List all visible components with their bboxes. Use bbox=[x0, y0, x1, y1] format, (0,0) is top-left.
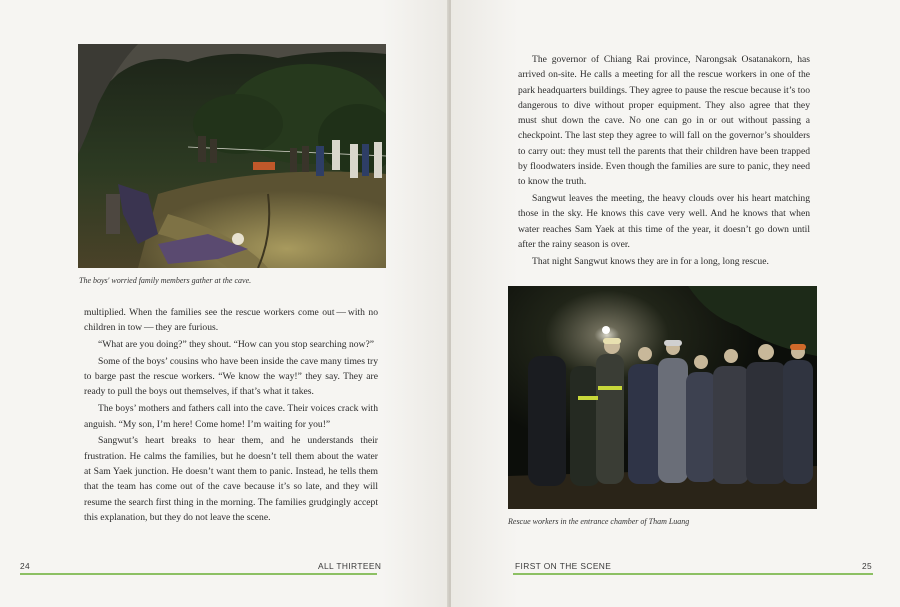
rescue-workers-photo bbox=[508, 286, 817, 509]
right-paragraph-1: The governor of Chiang Rai province, Narongsak Osatanakorn, has arrived on-site. He calls a meeting for all the rescue workers in one of the park headquarters buildings. They agree to pause the rescue because it’s too dangerous to dive without proper equipment. They also agree that they must shut down the cave. No one can go in or out without passing a checkpoint. The last step they agree to will fall on the governor’s shoulders to carry out: they must tell the parents that their children have been trapped by floodwaters inside. Even though the families are sure to panic, they need to know the truth. bbox=[518, 54, 810, 188]
left-paragraph-3: Some of the boys’ cousins who have been inside the cave many times try to barge past the rescue workers. “We know the way!” they say. They are ready to pull the boys out themselves, if that’s what it takes. bbox=[84, 355, 378, 398]
right-page bbox=[451, 0, 900, 607]
left-photo-caption: The boys' worried family members gather at the cave. bbox=[79, 276, 252, 285]
right-green-rule bbox=[513, 573, 873, 575]
right-photo-caption: Rescue workers in the entrance chamber of Tham Luang bbox=[508, 517, 690, 526]
right-paragraph-3: That night Sangwut knows they are in for a long, long rescue. bbox=[532, 255, 769, 267]
left-running-head: ALL THIRTEEN bbox=[318, 561, 382, 571]
right-paragraph-2: Sangwut leaves the meeting, the heavy clouds over his heart matching those in the sky. He knows this cave very well. And he knows that when water reaches Sam Yaek at this time of the year, it doesn’t go down until after the rainy season is over. bbox=[518, 193, 810, 251]
right-running-head: FIRST ON THE SCENE bbox=[515, 561, 612, 571]
left-paragraph-2: “What are you doing?” they shout. “How can you stop searching now?” bbox=[98, 339, 374, 351]
right-page-number: 25 bbox=[862, 561, 873, 571]
left-green-rule bbox=[20, 573, 377, 575]
family-at-cave-photo bbox=[78, 44, 386, 268]
right-body-text bbox=[518, 52, 810, 271]
left-body-text bbox=[84, 305, 378, 527]
left-page bbox=[0, 0, 449, 607]
left-paragraph-1: multiplied. When the families see the rescue workers come out — with no children in tow — they are furious. bbox=[84, 307, 378, 334]
left-paragraph-5: Sangwut’s heart breaks to hear them, and he understands their frustration. He calms the families, but he doesn’t tell them about the water at Sam Yaek junction. He doesn’t want them to panic. Instead, he tells them that the team has come out of the cave because it’s so late, and they will resume the search first thing in the morning. The families grudgingly accept this explanation, but they do not leave the scene. bbox=[84, 435, 378, 523]
left-paragraph-4: The boys’ mothers and fathers call into the cave. Their voices crack with anguish. “My son, I’m here! Come home! I’m waiting for you!” bbox=[84, 403, 378, 430]
left-page-number: 24 bbox=[20, 561, 31, 571]
